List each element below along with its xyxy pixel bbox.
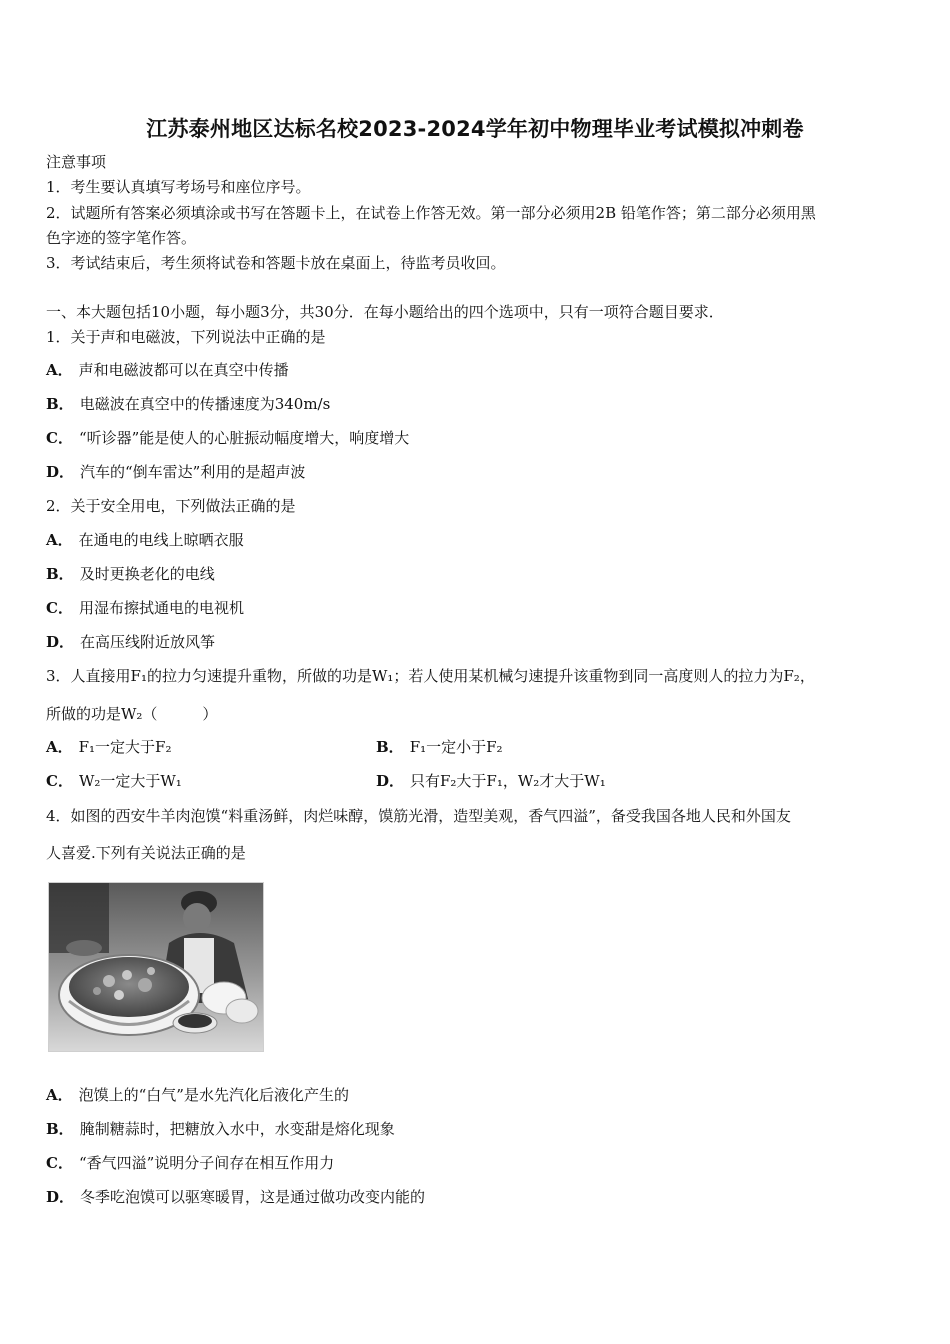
option-label: D． bbox=[46, 1188, 75, 1206]
question-1-stem: 1．关于声和电磁波，下列说法中正确的是 bbox=[46, 328, 326, 346]
option-label: B． bbox=[376, 738, 404, 756]
page-title: 江苏泰州地区达标名校2023-2024学年初中物理毕业考试模拟冲刺卷 bbox=[146, 117, 804, 141]
option-label: D． bbox=[46, 633, 75, 651]
question-2-stem: 2．关于安全用电，下列做法正确的是 bbox=[46, 497, 296, 515]
option-text: 腌制糖蒜时，把糖放入水中，水变甜是熔化现象 bbox=[79, 1120, 395, 1138]
notice-item: 2．试题所有答案必须填涂或书写在答题卡上，在试卷上作答无效。第一部分必须用2B 铅笔作答；第二部分必须用黑 bbox=[46, 204, 816, 222]
notice-item: 色字迹的签字笔作答。 bbox=[46, 229, 197, 247]
option-text: 冬季吃泡馍可以驱寒暖胃，这是通过做功改变内能的 bbox=[80, 1188, 426, 1206]
option-text: 用湿布擦拭通电的电视机 bbox=[78, 599, 244, 617]
option-text: “香气四溢”说明分子间存在相互作用力 bbox=[78, 1154, 335, 1172]
option-text: W₂一定大于W₁ bbox=[78, 772, 182, 790]
q4-option-a bbox=[46, 1085, 349, 1105]
notice-item: 1．考生要认真填写考场号和座位序号。 bbox=[46, 178, 311, 196]
question-4-stem-line1: 4．如图的西安牛羊肉泡馍“料重汤鲜，肉烂味醇，馍筋光滑，造型美观，香气四溢”，备受我国各地人民和外国友 bbox=[46, 807, 791, 825]
option-text: 只有F₂大于F₁，W₂才大于W₁ bbox=[410, 772, 606, 790]
q3-option-d bbox=[376, 771, 606, 791]
q1-option-d bbox=[46, 462, 305, 482]
q3-option-b bbox=[376, 737, 503, 757]
q4-option-b bbox=[46, 1119, 395, 1139]
q3-option-a bbox=[46, 737, 171, 757]
option-text: F₁一定大于F₂ bbox=[78, 738, 172, 756]
option-label: B． bbox=[46, 395, 74, 413]
q1-option-c bbox=[46, 428, 409, 448]
option-text: 声和电磁波都可以在真空中传播 bbox=[78, 361, 289, 379]
q3-option-c bbox=[46, 771, 182, 791]
option-label: D． bbox=[376, 772, 405, 790]
option-label: B． bbox=[46, 565, 74, 583]
option-label: A． bbox=[46, 531, 73, 549]
option-label: B． bbox=[46, 1120, 74, 1138]
option-text: 在高压线附近放风筝 bbox=[80, 633, 216, 651]
option-text: 电磁波在真空中的传播速度为340m/s bbox=[79, 395, 331, 413]
option-label: C． bbox=[46, 772, 73, 790]
question-3-stem-line2: 所做的功是W₂（ ） bbox=[46, 705, 218, 723]
q2-option-a bbox=[46, 530, 244, 550]
option-text: “听诊器”能是使人的心脏振动幅度增大，响度增大 bbox=[78, 429, 410, 447]
q2-option-b bbox=[46, 564, 215, 584]
q1-option-b bbox=[46, 394, 330, 414]
option-text: 及时更换老化的电线 bbox=[79, 565, 215, 583]
option-label: C． bbox=[46, 599, 73, 617]
option-label: C． bbox=[46, 1154, 73, 1172]
q2-option-c bbox=[46, 598, 244, 618]
option-label: D． bbox=[46, 463, 75, 481]
option-label: A． bbox=[46, 361, 73, 379]
option-text: 汽车的“倒车雷达”利用的是超声波 bbox=[80, 463, 306, 481]
option-text: 在通电的电线上晾晒衣服 bbox=[78, 531, 244, 549]
notice-item: 3．考试结束后，考生须将试卷和答题卡放在桌面上，待监考员收回。 bbox=[46, 254, 506, 272]
question-4-stem-line2: 人喜爱.下列有关说法正确的是 bbox=[46, 844, 246, 862]
option-label: C． bbox=[46, 429, 73, 447]
q2-option-d bbox=[46, 632, 215, 652]
section-heading: 一、本大题包括10小题，每小题3分，共30分．在每小题给出的四个选项中，只有一项符合题目要求． bbox=[46, 303, 724, 321]
option-text: F₁一定小于F₂ bbox=[409, 738, 503, 756]
option-text: 泡馍上的“白气”是水先汽化后液化产生的 bbox=[78, 1086, 349, 1104]
paomo-photo bbox=[48, 882, 264, 1052]
q4-option-c bbox=[46, 1153, 334, 1173]
question-3-stem-line1: 3．人直接用F₁的拉力匀速提升重物，所做的功是W₁；若人使用某机械匀速提升该重物到同一高度则人的拉力为F₂， bbox=[46, 667, 815, 685]
photo-bowl-of-paomo-icon bbox=[49, 883, 263, 1051]
notice-heading: 注意事项 bbox=[46, 153, 107, 171]
q4-option-d bbox=[46, 1187, 425, 1207]
q1-option-a bbox=[46, 360, 289, 380]
option-label: A． bbox=[46, 1086, 73, 1104]
option-label: A． bbox=[46, 738, 73, 756]
